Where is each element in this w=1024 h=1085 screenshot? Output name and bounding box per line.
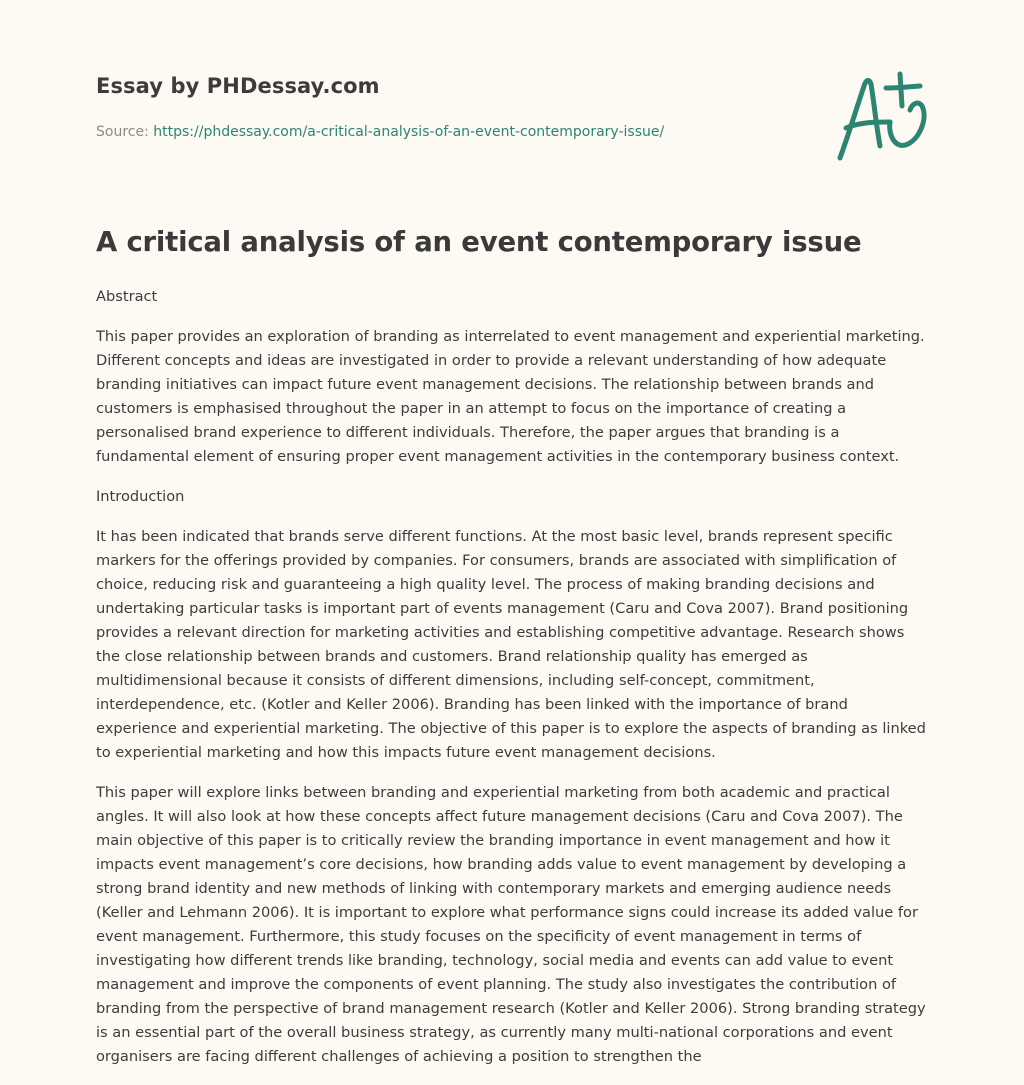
introduction-heading: Introduction: [96, 488, 185, 505]
introduction-paragraph-1: It has been indicated that brands serve different functions. At the most basic level, brands represent specific markers for the offerings provided by companies. For consumers, brands are associated with simplification of choice, reducing risk and guaranteeing a high quality level. The process of making branding decisions and undertaking particular tasks is important part of events management (Caru and Cova 2007). Brand positioning provides a relevant direction for marketing activities and establishing competitive advantage. Research shows the close relationship between brands and customers. Brand relationship quality has emerged as multidimensional because it consists of different dimensions, including self-concept, commitment, interdependence, etc. (Kotler and Keller 2006). Branding has been linked with the importance of brand experience and experiential marketing. The objective of this paper is to explore the aspects of branding as linked to experiential marketing and how this impacts future event management decisions.: [96, 528, 926, 761]
introduction-paragraph-2: This paper will explore links between branding and experiential marketing from both academic and practical angles. It will also look at how these concepts affect future management decisions (Caru and Cova 2007). The main objective of this paper is to critically review the branding importance in event management and how it impacts event management’s core decisions, how branding adds value to event management by developing a strong brand identity and new methods of linking with contemporary markets and emerging audience needs (Keller and Lehmann 2006). It is important to explore what performance signs could increase its added value for event management. Furthermore, this study focuses on the specificity of event management in terms of investigating how different trends like branding, technology, social media and events can add value to event management and improve the components of event planning. The study also investigates the contribution of branding from the perspective of brand management research (Kotler and Keller 2006). Strong branding strategy is an essential part of the overall business strategy, as currently many multi-national corporations and event organisers are facing different challenges of achieving a position to strengthen the: [96, 784, 926, 1065]
source-line: [96, 124, 664, 140]
source-link[interactable]: https://phdessay.com/a-critical-analysis-of-an-event-contemporary-issue/: [153, 124, 665, 140]
header: [96, 0, 928, 200]
abstract-paragraph: This paper provides an exploration of branding as interrelated to event management and experiential marketing. Different concepts and ideas are investigated in order to provide a relevant understanding of how adequate branding initiatives can impact future event management decisions. The relationship between brands and customers is emphasised throughout the paper in an attempt to focus on the importance of creating a personalised brand experience to different individuals. Therefore, the paper argues that branding is a fundamental element of ensuring proper event management activities in the contemporary business context.: [96, 328, 925, 465]
essay-title: A critical analysis of an event contemporary issue: [96, 226, 862, 258]
essay-body: [96, 285, 930, 1085]
source-label: Source:: [96, 124, 149, 140]
abstract-heading: Abstract: [96, 288, 158, 305]
a-plus-logo-icon: [830, 66, 934, 164]
site-brand[interactable]: Essay by PHDessay.com: [96, 74, 380, 98]
